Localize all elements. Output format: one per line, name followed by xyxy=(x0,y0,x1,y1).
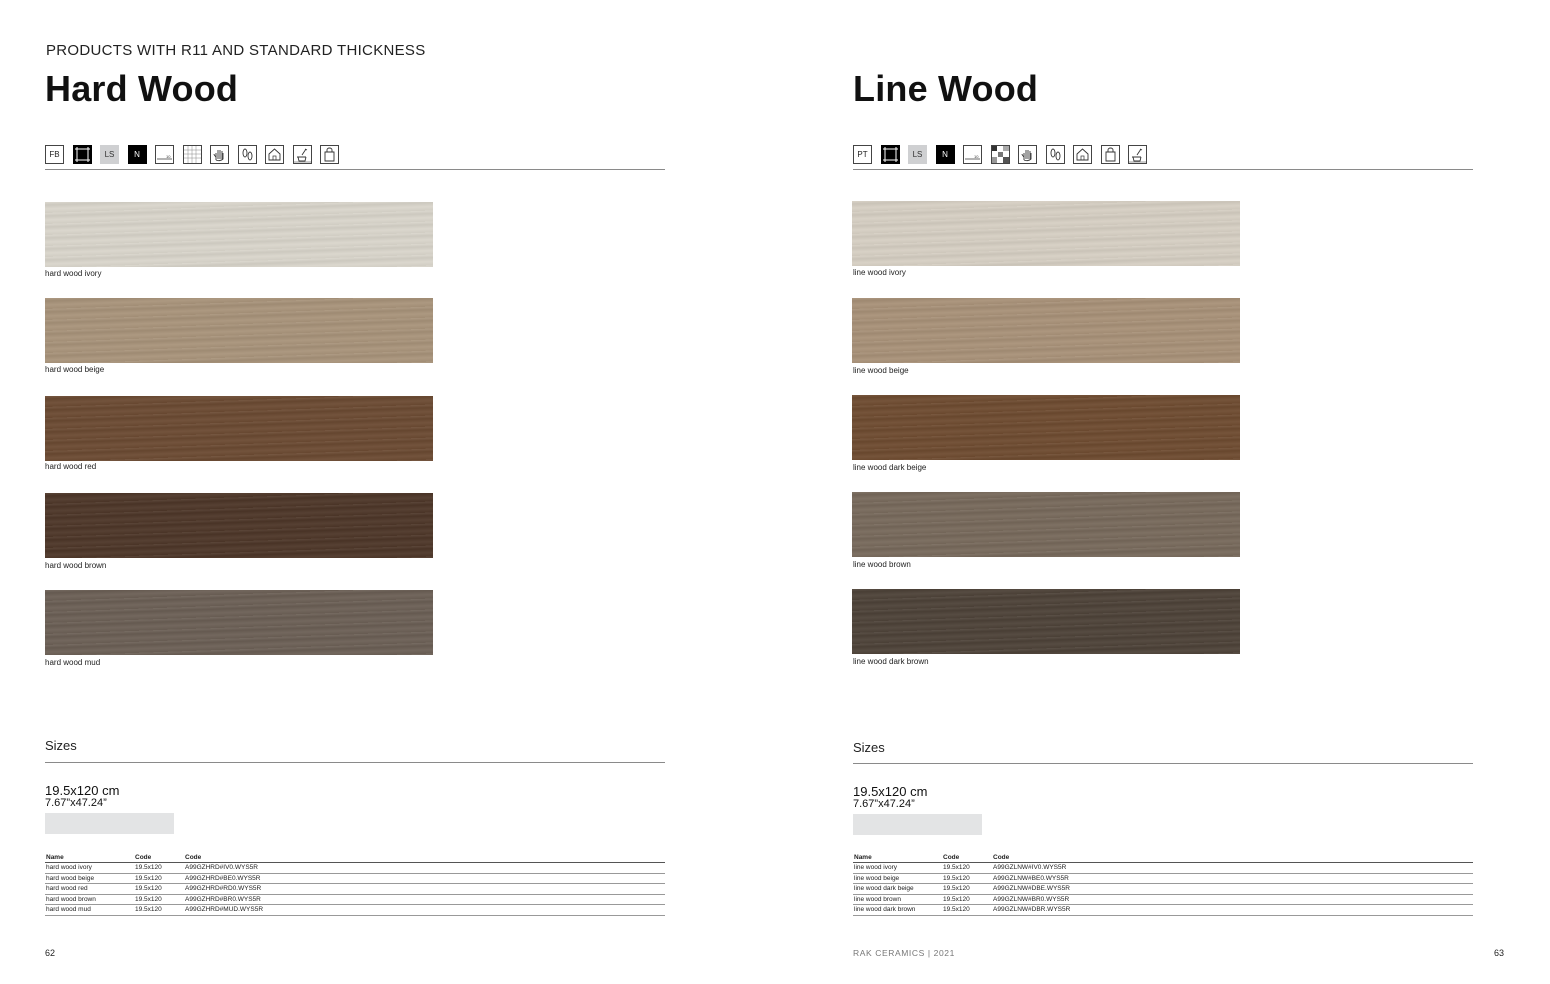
table-row xyxy=(45,873,665,884)
ls-icon xyxy=(908,145,927,164)
cell-name: hard wood red xyxy=(45,884,134,895)
cell-size: 19.5x120 xyxy=(942,863,992,874)
tile-swatch xyxy=(45,298,433,363)
size-bar xyxy=(45,813,174,834)
swatch-caption: hard wood red xyxy=(45,462,97,471)
right-page xyxy=(775,0,1550,984)
rectified-icon xyxy=(73,145,92,164)
size-inches: 7.67”x47.24” xyxy=(853,798,915,810)
swatch-caption: line wood dark beige xyxy=(853,463,927,472)
tile-swatch xyxy=(45,202,433,267)
n-label: N xyxy=(134,150,140,159)
tile-swatch xyxy=(45,396,433,461)
bag-icon xyxy=(1101,145,1120,164)
swatch-caption: hard wood ivory xyxy=(45,269,102,278)
house-icon xyxy=(265,145,284,164)
footer-brand: RAK CERAMICS | 2021 xyxy=(853,948,955,958)
cell-code: A99GZHRD#IV0.WYS5R xyxy=(184,863,665,874)
tile-swatch xyxy=(852,201,1240,266)
rectified-icon xyxy=(881,145,900,164)
sizes-divider xyxy=(45,762,665,763)
hand-icon xyxy=(210,145,229,164)
size-inches: 7.67”x47.24” xyxy=(45,797,107,809)
cell-name: line wood dark brown xyxy=(853,905,942,916)
svg-text:10: 10 xyxy=(974,154,979,159)
swatch-caption: line wood brown xyxy=(853,560,911,569)
ls-label: LS xyxy=(912,150,923,159)
title-divider xyxy=(45,169,665,170)
table-row xyxy=(45,863,665,874)
tile-swatch xyxy=(852,589,1240,654)
footsteps-icon xyxy=(1046,145,1065,164)
page-number: 63 xyxy=(1494,948,1505,958)
cell-size: 19.5x120 xyxy=(134,884,184,895)
bucket-icon xyxy=(1128,145,1147,164)
grid-icon xyxy=(183,145,202,164)
product-code-table xyxy=(45,853,665,916)
cell-name: hard wood mud xyxy=(45,905,134,916)
sizes-heading: Sizes xyxy=(853,740,885,755)
ls-label: LS xyxy=(104,150,115,159)
page-title-hard-wood: Hard Wood xyxy=(45,68,239,109)
swatch-caption: hard wood beige xyxy=(45,365,105,374)
hand-icon xyxy=(1018,145,1037,164)
svg-text:10: 10 xyxy=(166,154,171,159)
table-row xyxy=(853,873,1473,884)
tile-swatch xyxy=(852,492,1240,557)
column-header-code: Code xyxy=(184,853,665,863)
fb-label: FB xyxy=(49,150,60,159)
shade-variation-icon xyxy=(991,145,1010,164)
swatch-caption: hard wood brown xyxy=(45,561,107,570)
tile-swatch xyxy=(852,298,1240,363)
pt-label: PT xyxy=(857,150,868,159)
section-kicker: PRODUCTS WITH R11 AND STANDARD THICKNESS xyxy=(46,42,426,59)
cell-name: hard wood brown xyxy=(45,894,134,905)
cell-code: A99GZLNW#BE0.WYS5R xyxy=(992,873,1473,884)
cell-name: hard wood ivory xyxy=(45,863,134,874)
table-row xyxy=(45,905,665,916)
tile-swatch xyxy=(45,493,433,558)
swatch-caption: line wood ivory xyxy=(853,268,906,277)
table-row xyxy=(45,894,665,905)
cell-size: 19.5x120 xyxy=(134,894,184,905)
cell-code: A99GZHRD#MUD.WYS5R xyxy=(184,905,665,916)
size-cm: 19.5x120 cm xyxy=(853,784,928,799)
column-header-name: Name xyxy=(45,853,134,863)
title-divider xyxy=(853,169,1473,170)
house-icon xyxy=(1073,145,1092,164)
column-header-name: Name xyxy=(853,853,942,863)
footsteps-icon xyxy=(238,145,257,164)
column-header-code: Code xyxy=(992,853,1473,863)
table-row xyxy=(853,863,1473,874)
tile-swatch xyxy=(852,395,1240,460)
cell-size: 19.5x120 xyxy=(942,894,992,905)
cell-code: A99GZLNW#DBR.WYS5R xyxy=(992,905,1473,916)
thickness-icon xyxy=(155,145,174,164)
cell-name: hard wood beige xyxy=(45,873,134,884)
swatch-caption: hard wood mud xyxy=(45,658,101,667)
ls-icon xyxy=(100,145,119,164)
page-title-line-wood: Line Wood xyxy=(853,68,1039,109)
n-icon xyxy=(936,145,955,164)
feature-icons xyxy=(45,145,339,165)
cell-size: 19.5x120 xyxy=(942,873,992,884)
n-icon xyxy=(128,145,147,164)
cell-size: 19.5x120 xyxy=(134,873,184,884)
cell-code: A99GZHRD#BE0.WYS5R xyxy=(184,873,665,884)
cell-name: line wood dark beige xyxy=(853,884,942,895)
bag-icon xyxy=(320,145,339,164)
size-bar xyxy=(853,814,982,835)
feature-icons xyxy=(853,145,1147,165)
cell-name: line wood ivory xyxy=(853,863,942,874)
pt-icon xyxy=(853,145,872,164)
table-row xyxy=(853,905,1473,916)
size-cm: 19.5x120 cm xyxy=(45,783,120,798)
tile-swatch xyxy=(45,590,433,655)
sizes-divider xyxy=(853,763,1473,764)
cell-name: line wood brown xyxy=(853,894,942,905)
thickness-icon xyxy=(963,145,982,164)
cell-code: A99GZLNW#BR0.WYS5R xyxy=(992,894,1473,905)
table-row xyxy=(853,894,1473,905)
cell-code: A99GZHRD#RD0.WYS5R xyxy=(184,884,665,895)
cell-size: 19.5x120 xyxy=(942,905,992,916)
table-row xyxy=(45,884,665,895)
cell-code: A99GZHRD#BR0.WYS5R xyxy=(184,894,665,905)
cell-size: 19.5x120 xyxy=(942,884,992,895)
swatch-caption: line wood dark brown xyxy=(853,657,929,666)
table-row xyxy=(853,884,1473,895)
bucket-icon xyxy=(293,145,312,164)
column-header-code: Code xyxy=(942,853,992,863)
cell-code: A99GZLNW#IV0.WYS5R xyxy=(992,863,1473,874)
n-label: N xyxy=(942,150,948,159)
cell-name: line wood beige xyxy=(853,873,942,884)
column-header-code: Code xyxy=(134,853,184,863)
fb-icon xyxy=(45,145,64,164)
swatch-caption: line wood beige xyxy=(853,366,909,375)
sizes-heading: Sizes xyxy=(45,738,77,753)
product-code-table xyxy=(853,853,1473,916)
page-number: 62 xyxy=(45,948,56,958)
cell-code: A99GZLNW#DBE.WYS5R xyxy=(992,884,1473,895)
cell-size: 19.5x120 xyxy=(134,905,184,916)
cell-size: 19.5x120 xyxy=(134,863,184,874)
